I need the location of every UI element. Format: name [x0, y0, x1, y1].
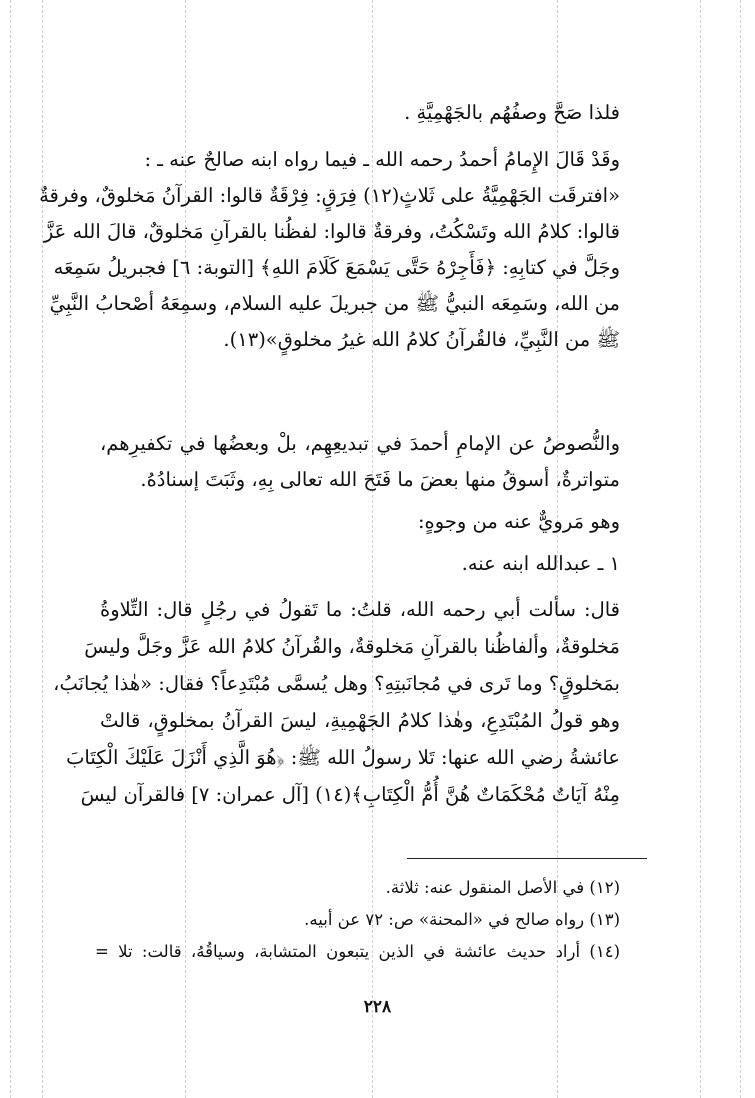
- scan-guide-line: [10, 0, 11, 1098]
- page-number: ٢٢٨: [363, 997, 392, 1017]
- scan-guide-line: [42, 0, 43, 1098]
- scan-guide-line: [700, 0, 701, 1098]
- body-line: من الله، وسَمِعَه النبيُّ ﷺ من جبريلَ عليه السلام، وسمِعَهُ أصْحابُ النَّبِيِّ: [49, 292, 620, 315]
- body-line: وقَدْ قَالَ الإِمامُ أحمدُ رحمه الله ـ فيما رواه ابنه صالحٌ عنه ـ :: [144, 148, 620, 171]
- body-line: عائشةُ رضي الله عنها: تَلا رسولُ الله ﷺ: ﴿هُوَ الَّذِي أَنْزَلَ عَلَيْكَ الْكِتَابَ: [66, 746, 620, 769]
- body-line: قال: سألت أبي رحمه الله، قلتُ: ما تَقولُ في رجُلٍ قال: التِّلاوةُ: [100, 598, 620, 621]
- body-line: مِنْهُ آيَاتٌ مُحْكَمَاتٌ هُنَّ أُمُّ الْكِتَابِ﴾(١٤) [آل عمران: ٧] فالقرآن ليسَ: [80, 783, 620, 806]
- body-line: والنُّصوصُ عن الإمامِ أحمدَ في تبديعِهِم، بلْ وبعضُها في تكفيرِهم،: [100, 432, 620, 455]
- body-line: ١ ـ عبدالله ابنه عنه.: [461, 552, 620, 575]
- footnote: (١٤) أراد حديث عائشة في الذين يتبعون المتشابة، وسياقُهُ، قالت: تلا =: [95, 942, 620, 961]
- footnote-separator: [407, 858, 647, 859]
- body-line: مَخلوقةٌ، وألفاظُنا بالقرآنِ مَخلوقةٌ، والقُرآنُ كلامُ الله عَزَّ وجَلَّ وليسَ: [84, 635, 620, 658]
- footnote: (١٢) في الأصل المنقول عنه: ثلاثة.: [385, 878, 620, 897]
- body-line: قالوا: كلامُ الله وتَسْكُتُ، وفرقةٌ قالوا: لفظُنا بالقرآنِ مَخلوقٌ، قالَ الله عَزَّ: [43, 220, 620, 243]
- body-line: «افترقَت الجَهْمِيَّةُ على ثَلاثٍ(١٢) فِرَقٍ: فِرْقَةٌ قالوا: القرآنُ مَخلوقٌ، وفرقةٌ: [39, 184, 620, 207]
- body-line: بمَخلوقٍ؟ وما تَرى في مُجانَبتِهِ؟ وهل يُسمَّى مُبْتَدِعاً؟ فقال: «هٰذا يُجانَبُ،: [53, 672, 620, 695]
- body-line: متواترةٌ، أسوقُ منها بعضَ ما فَتَحَ الله تعالى بِهِ، وثَبَتَ إسنادُهُ.: [140, 468, 620, 491]
- body-line: وهو قولُ المُبْتَدِعِ، وهٰذا كلامُ الجَهْمِيةِ، ليسَ القرآنُ بمخلوقٍ، قالتْ: [100, 709, 620, 732]
- footnote: (١٣) رواه صالح في «المحنة» ص: ٧٢ عن أبيه.: [304, 910, 620, 929]
- body-line: فلذا صَحَّ وصفُهُم بالجَهْمِيَّةِ .: [404, 101, 620, 124]
- body-line: ﷺ من النَّبِيِّ، فالقُرآنُ كلامُ الله غيرُ مخلوقٍ»(١٣).: [223, 328, 620, 351]
- body-line: وجَلَّ في كتابِهِ: ﴿فَأَجِرْهُ حَتَّى يَسْمَعَ كَلَامَ اللهِ﴾ [التوبة: ٦] فجبريلُ سَمِعَه: [53, 256, 620, 279]
- body-line: وهو مَرويٌّ عنه من وجوهٍ:: [417, 510, 620, 533]
- scan-guide-line: [740, 0, 741, 1098]
